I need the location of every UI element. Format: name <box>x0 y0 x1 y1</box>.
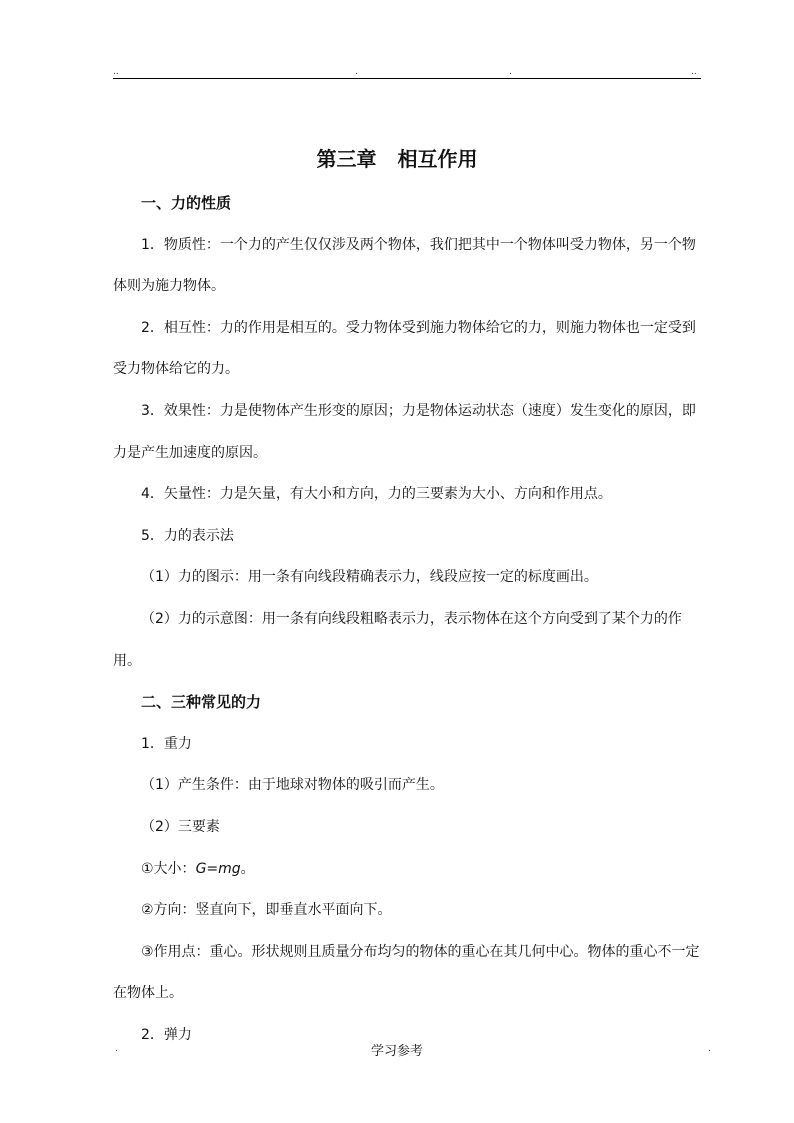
paragraph-2-line-2: 受力物体给它的力。 <box>113 361 239 378</box>
document-body <box>113 183 701 1056</box>
header-dot-1: .. <box>113 67 119 77</box>
gravity-magnitude <box>113 849 701 891</box>
footer-dot-left: . <box>115 1044 118 1054</box>
gravity-formula: G=mg <box>195 860 241 877</box>
gravity-point-line-1: ③作用点：重心。形状规则且质量分布均匀的物体的重心在其几何中心。物体的重心不一定 <box>141 943 700 960</box>
paragraph-4: 4．矢量性：力是矢量，有大小和方向，力的三要素为大小、方向和作用点。 <box>141 486 612 503</box>
paragraph-5: 5．力的表示法 <box>141 527 234 544</box>
paragraph-2-line-1: 2．相互性：力的作用是相互的。受力物体受到施力物体给它的力，则施力物体也一定受到 <box>141 319 696 336</box>
gravity-point-line-2: 在物体上。 <box>113 985 183 1002</box>
section-heading-2: 二、三种常见的力 <box>141 693 262 712</box>
paragraph-5-item-2: （2）力的示意图：用一条有向线段粗略表示力，表示物体在这个方向受到了某个力的作用。 <box>113 610 682 669</box>
paragraph-3-line-2: 力是产生加速度的原因。 <box>113 444 267 461</box>
page-footer: 学习参考 <box>370 1044 423 1059</box>
paragraph-1-line-1: 1．物质性：一个力的产生仅仅涉及两个物体，我们把其中一个物体叫受力物体，另一个物 <box>141 236 696 253</box>
elastic-force-heading: 2．弹力 <box>141 1026 192 1043</box>
section-heading-1: 一、力的性质 <box>141 194 232 212</box>
header-dot-3: . <box>509 67 512 77</box>
header-dots <box>113 66 701 78</box>
gravity-magnitude-end: 。 <box>240 860 255 877</box>
header-dot-2: . <box>355 67 358 77</box>
gravity-item-1: （1）产生条件：由于地球对物体的吸引而产生。 <box>141 777 444 794</box>
header-dot-4: .. <box>691 67 697 77</box>
gravity-item-2: （2）三要素 <box>141 818 220 835</box>
page-title: 第三章 相互作用 <box>316 147 478 171</box>
paragraph-1-line-2: 体则为施力物体。 <box>113 278 225 295</box>
gravity-heading: 1．重力 <box>141 735 192 752</box>
gravity-direction: ②方向：竖直向下，即垂直水平面向下。 <box>141 902 392 919</box>
gravity-magnitude-label: ①大小： <box>141 860 196 877</box>
paragraph-5-item-1: （1）力的图示：用一条有向线段精确表示力，线段应按一定的标度画出。 <box>141 569 598 586</box>
footer-dot-right: . <box>708 1044 711 1054</box>
paragraph-3-line-1: 3．效果性：力是使物体产生形变的原因；力是物体运动状态（速度）发生变化的原因，即 <box>141 402 696 419</box>
header-rule <box>113 78 701 79</box>
